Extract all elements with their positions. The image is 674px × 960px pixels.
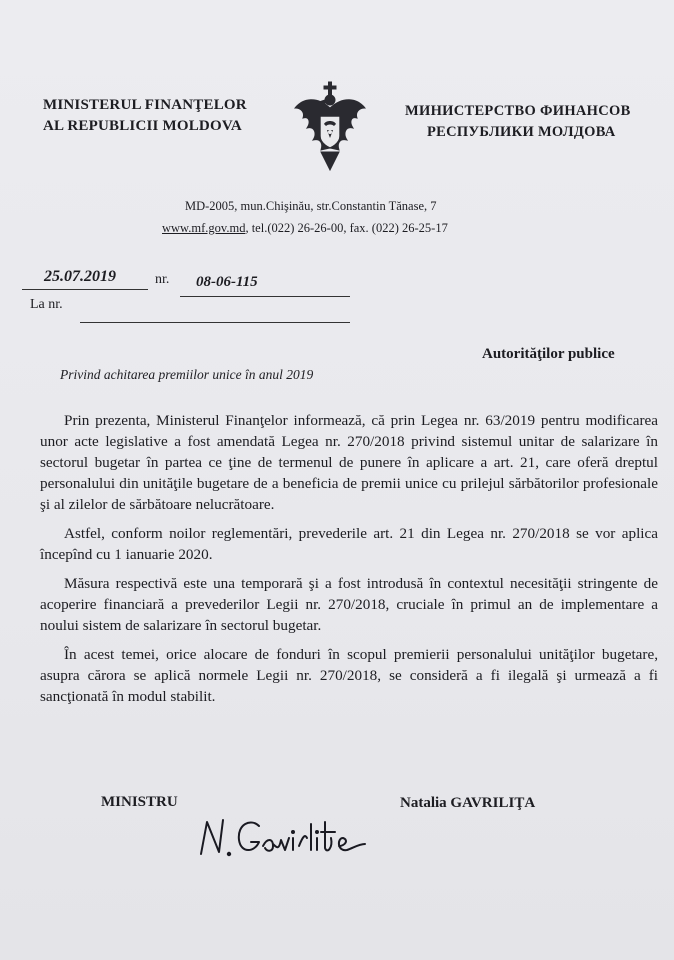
signatory-name: Natalia GAVRILIŢA xyxy=(400,795,536,811)
letter-body xyxy=(40,410,658,715)
website-link[interactable]: www.mf.gov.md xyxy=(162,221,246,235)
ministry-name-ro-line2: AL REPUBLICII MOLDOVA xyxy=(43,118,242,134)
subject-line: Privind achitarea premiilor unice în anul 2019 xyxy=(60,367,314,382)
postal-address: MD-2005, mun.Chişinău, str.Constantin Tănase, 7 xyxy=(185,199,437,213)
contact-line xyxy=(162,221,448,236)
phone-fax: , tel.(022) 26-26-00, fax. (022) 26-25-17 xyxy=(245,221,448,235)
recipient: Autorităţilor publice xyxy=(482,346,615,362)
ministry-name-ru-line1: МИНИСТЕРСТВО ФИНАНСОВ xyxy=(405,103,631,119)
paragraph: Măsura respectivă este una temporară şi a fost introdusă în contextul necesităţii stringente de acoperire financiară a prevederilor Legii nr. 270/2018, cruciale în primul an de implementare a noului sistem de salarizare în sectorul bugetar. xyxy=(40,575,658,634)
number-label: nr. xyxy=(155,272,170,287)
ministry-name-russian xyxy=(405,101,665,143)
reply-to-underline xyxy=(80,322,350,323)
ministry-name-ro-line1: MINISTERUL FINANŢELOR xyxy=(43,97,247,113)
signatory-title: MINISTRU xyxy=(101,794,178,810)
paragraph: Prin prezenta, Ministerul Finanţelor informează, că prin Legea nr. 63/2019 pentru modificarea unor acte legislative a fost amendată Legea nr. 270/2018 privind sistemul unitar de salarizare în sectorul bugetar în partea ce ţine de termenul de punere în aplicare a art. 21, care oferă dreptul personalului din unităţile bugetare de a beneficia de premii unice cu prilejul sărbătorilor profesionale şi al zilelor de sărbătoare nelucrătoare. xyxy=(40,412,658,513)
reply-to-label: La nr. xyxy=(30,297,63,312)
paragraph: În acest temei, orice alocare de fonduri în scopul premierii personalului unităţilor bugetare, asupra cărora se aplică normele Legii nr. 270/2018, se consideră a fi ilegală şi urmează a fi sancţionată în modul stabilit. xyxy=(40,646,658,705)
paragraph: Astfel, conform noilor reglementări, prevederile art. 21 din Legea nr. 270/2018 se vor aplica începînd cu 1 ianuarie 2020. xyxy=(40,525,658,563)
ministry-name-romanian xyxy=(43,95,283,137)
document-date: 25.07.2019 xyxy=(44,268,116,285)
coat-of-arms-icon xyxy=(291,78,369,176)
ministry-name-ru-line2: РЕСПУБЛИКИ МОЛДОВА xyxy=(427,124,616,140)
date-underline xyxy=(22,289,148,290)
number-underline xyxy=(180,296,350,297)
handwritten-signature xyxy=(193,808,393,868)
document-number: 08-06-115 xyxy=(196,274,258,290)
